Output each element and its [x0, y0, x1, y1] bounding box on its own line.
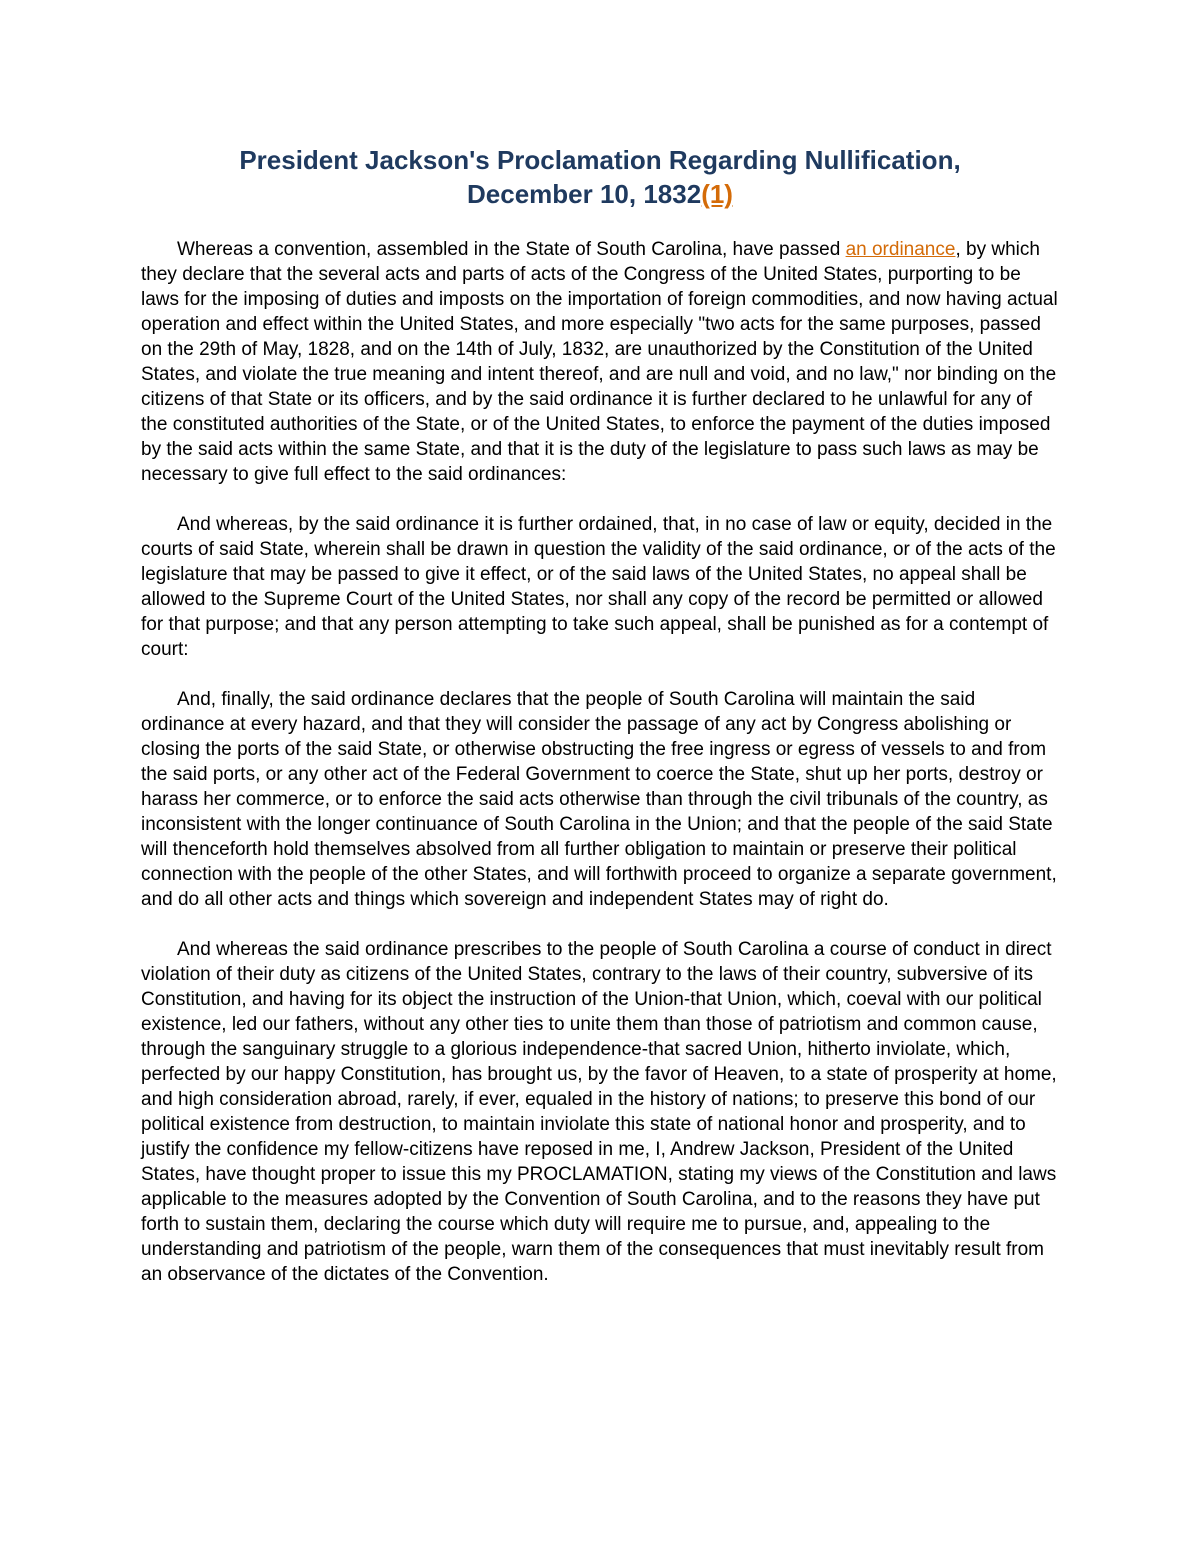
paragraph-3: And, finally, the said ordinance declares that the people of South Carolina will maintain the said ordinance at every hazard, and that they will consider the passage of any act by Congress abolishing or closing the ports of the said State, or otherwise obstructing the free ingress or egress of vessels to and from the said ports, or any other act of the Federal Government to coerce the State, shut up her ports, destroy or harass her commerce, or to enforce the said acts otherwise than through the civil tribunals of the country, as inconsistent with the longer continuance of South Carolina in the Union; and that the people of the said State will thenceforth hold themselves absolved from all further obligation to maintain or preserve their political connection with the people of the other States, and will forthwith proceed to organize a separate government, and do all other acts and things which sovereign and independent States may of right do. — [141, 689, 1057, 910]
paragraph-1-start: Whereas a convention, assembled in the State of South Carolina, have passed — [177, 239, 846, 260]
page-title — [140, 143, 1060, 211]
paragraph-1 — [141, 237, 1059, 487]
ordinance-link[interactable]: an ordinance — [845, 239, 956, 260]
paragraph-2: And whereas, by the said ordinance it is further ordained, that, in no case of law or equity, decided in the courts of said State, wherein shall be drawn in question the validity of the said ordinance, or of the acts of the legislature that may be passed to give it effect, or of the said laws of the United States, no appeal shall be allowed to the Supreme Court of the United States, nor shall any copy of the record be permitted or allowed for that purpose; and that any person attempting to take such appeal, shall be punished as for a contempt of court: — [141, 514, 1056, 660]
document-body — [141, 237, 1059, 1312]
footnote-link[interactable]: (1) — [701, 179, 733, 209]
title-line-2 — [140, 177, 1060, 211]
title-line-1: President Jackson's Proclamation Regarding Nullification, — [239, 145, 961, 175]
paragraph-1-rest: , by which they declare that the several acts and parts of acts of the Congress of the United States, purporting to be laws for the imposing of duties and imposts on the importation of foreign commodities, and now having actual operation and effect within the United States, and more especially "two acts for the same purposes, passed on the 29th of May, 1828, and on the 14th of July, 1832, are unauthorized by the Constitution of the United States, and violate the true meaning and intent thereof, and are null and void, and no law," nor binding on the citizens of that State or its officers, and by the said ordinance it is further declared to he unlawful for any of the constituted authorities of the State, or of the United States, to enforce the payment of the duties imposed by the said acts within the same State, and that it is the duty of the legislature to pass such laws as may be necessary to give full effect to the said ordinances: — [141, 239, 1058, 485]
title-date: December 10, 1832 — [467, 179, 702, 209]
paragraph-4: And whereas the said ordinance prescribes to the people of South Carolina a course of conduct in direct violation of their duty as citizens of the United States, contrary to the laws of their country, subversive of its Constitution, and having for its object the instruction of the Union-that Union, which, coeval with our political existence, led our fathers, without any other ties to unite them than those of patriotism and common cause, through the sanguinary struggle to a glorious independence-that sacred Union, hitherto inviolate, which, perfected by our happy Constitution, has brought us, by the favor of Heaven, to a state of prosperity at home, and high consideration abroad, rarely, if ever, equaled in the history of nations; to preserve this bond of our political existence from destruction, to maintain inviolate this state of national honor and prosperity, and to justify the confidence my fellow-citizens have reposed in me, I, Andrew Jackson, President of the United States, have thought proper to issue this my PROCLAMATION, stating my views of the Constitution and laws applicable to the measures adopted by the Convention of South Carolina, and to the reasons they have put forth to sustain them, declaring the course which duty will require me to pursue, and, appealing to the understanding and patriotism of the people, warn them of the consequences that must inevitably result from an observance of the dictates of the Convention. — [141, 939, 1057, 1285]
